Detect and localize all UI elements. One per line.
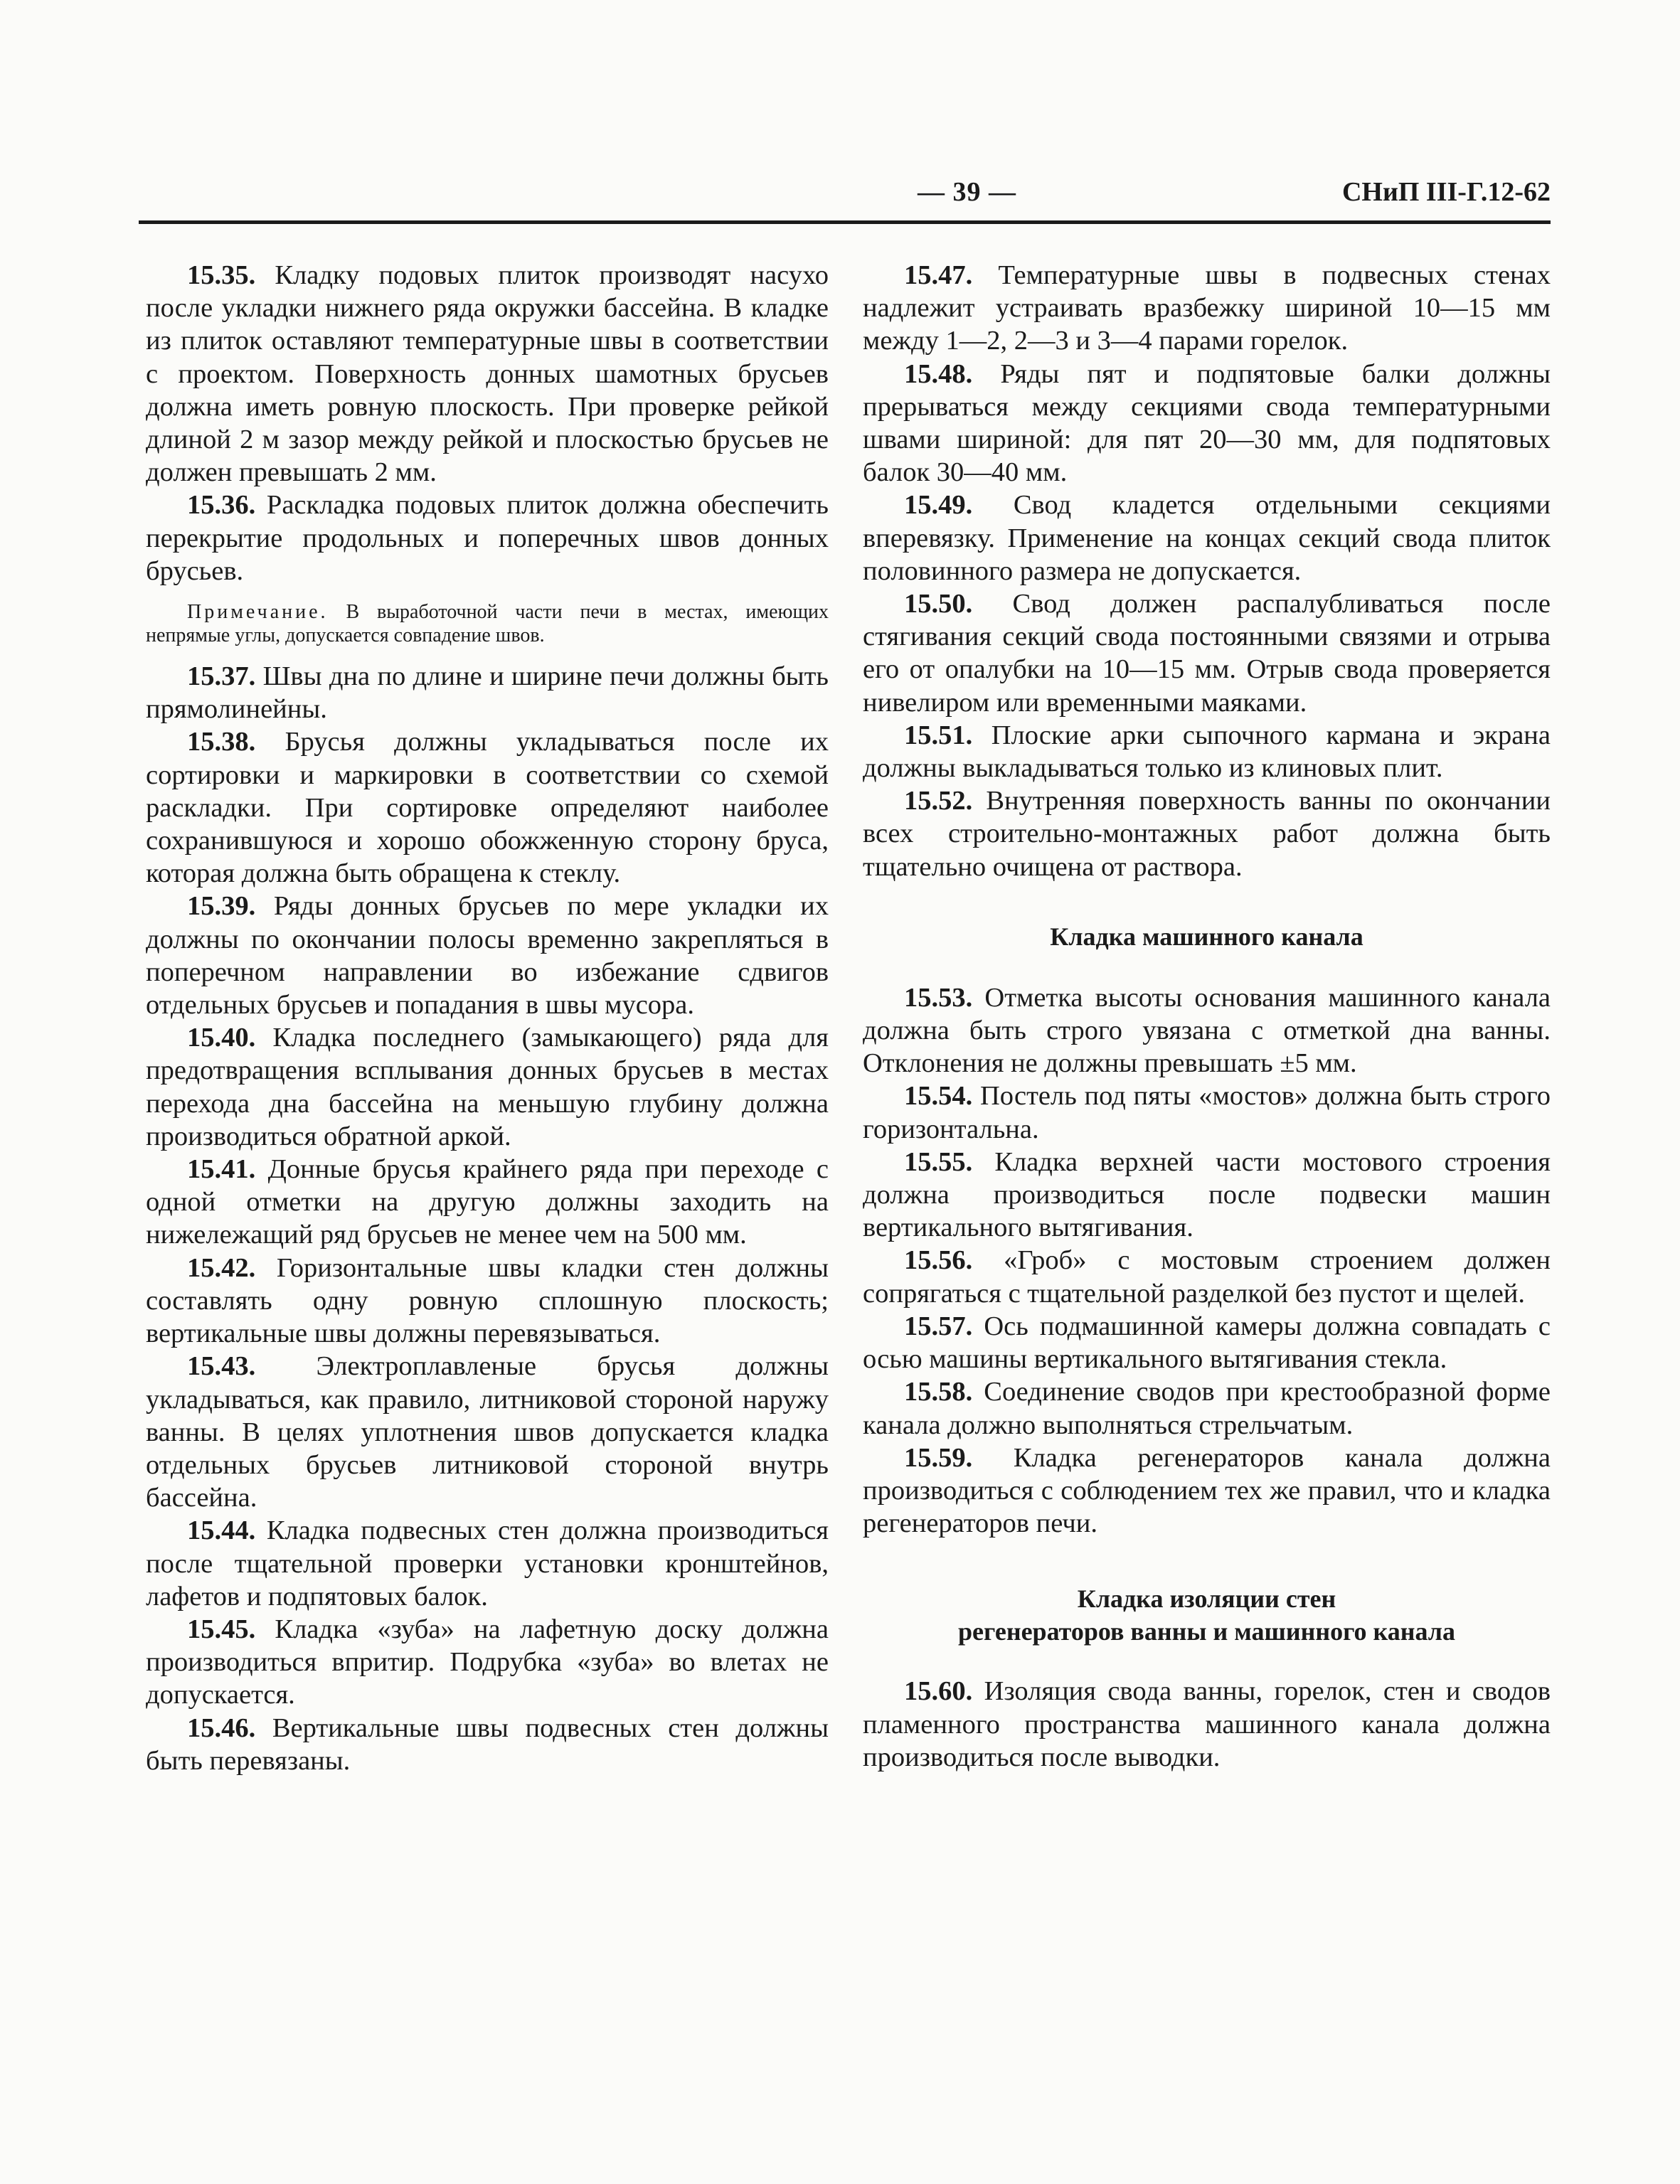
clause-text: Свод кладется отдельными секциями вперевязку. Применение на концах секций свода плиток половинного размера не допускается. (863, 490, 1551, 586)
clause-number: 15.56. (904, 1245, 973, 1276)
clause-number: 15.40. (187, 1023, 256, 1053)
clause-number: 15.44. (187, 1516, 256, 1546)
clause-15-55 (863, 1146, 1551, 1245)
header-rule (139, 220, 1551, 224)
clause-number: 15.54. (904, 1081, 973, 1112)
clause-15-51 (863, 719, 1551, 784)
clause-text: Соединение сводов при крестообразной форме канала должно выполняться стрельчатым. (863, 1377, 1551, 1440)
page-number: — 39 — (918, 177, 1016, 207)
right-column (863, 259, 1551, 1774)
clause-text: Кладка последнего (замыкающего) ряда для предотвращения всплывания донных брусьев в местах перехода дна бассейна на меньшую глубину должна производиться обратной аркой. (146, 1023, 829, 1151)
clause-text: Постель под пяты «мостов» должна быть строго горизонтальна. (863, 1081, 1551, 1144)
clause-text: Ряды донных брусьев по мере укладки их должны по окончании полосы временно закрепляться в поперечном направлении во избежание сдвигов отдельных брусьев и попадания в швы мусора. (146, 891, 829, 1021)
clause-text: Внутренняя поверхность ванны по окончании всех строительно-монтажных работ должна быть тщательно очищена от раствора. (863, 786, 1551, 882)
clause-text: Ось подмашинной камеры должна совпадать с осью машины вертикального вытягивания стекла. (863, 1311, 1551, 1375)
note (146, 600, 829, 647)
left-column (146, 259, 829, 1777)
clause-15-48 (863, 358, 1551, 489)
clause-text: Отметка высоты основания машинного канала должна быть строго увязана с отметкой дна ванны. Отклонения не должны превышать ±5 мм. (863, 982, 1551, 1079)
clause-15-42 (146, 1252, 829, 1351)
clause-number: 15.36. (187, 490, 256, 521)
clause-number: 15.48. (904, 358, 973, 389)
clause-15-35 (146, 259, 829, 489)
page-header (139, 176, 1551, 219)
clause-15-47 (863, 259, 1551, 358)
clause-number: 15.41. (187, 1154, 256, 1185)
section-title-line-1: Кладка изоляции стен (1077, 1584, 1336, 1614)
clause-number: 15.47. (904, 260, 973, 290)
clause-number: 15.51. (904, 720, 973, 750)
clause-15-53 (863, 981, 1551, 1080)
clause-number: 15.55. (904, 1146, 973, 1177)
clause-text: Кладка «зуба» на лафетную доску должна производиться впритир. Подрубка «зуба» во влетах не допускается. (146, 1614, 829, 1710)
clause-text: Брусья должны укладываться после их сортировки и маркировки в соответствии со схемой раскладки. При сортировке определяют наиболее сохранившуюся и хорошо обожженную сторону бруса, которая должна быть обращена к стеклу. (146, 727, 829, 889)
note-label: Примечание. (187, 601, 329, 624)
clause-15-50 (863, 587, 1551, 719)
clause-15-60 (863, 1675, 1551, 1774)
clause-text: «Гроб» с мостовым строением должен сопрягаться с тщательной разделкой без пустот и щелей. (863, 1245, 1551, 1309)
clause-15-46 (146, 1712, 829, 1777)
clause-15-54 (863, 1080, 1551, 1145)
section-title-line-2: регенераторов ванны и машинного канала (957, 1617, 1455, 1646)
clause-number: 15.38. (187, 727, 256, 757)
clause-text: Донные брусья крайнего ряда при переходе с одной отметки на другую должны заходить на нижележащий ряд брусьев не менее чем на 500 мм. (146, 1154, 829, 1250)
clause-number: 15.57. (904, 1311, 973, 1341)
clause-text: Ряды пят и подпятовые балки должны прерываться между секциями свода температурными швами шириной: для пят 20—30 мм, для подпятовых балок 30—40 мм. (863, 358, 1551, 488)
clause-number: 15.43. (187, 1351, 256, 1382)
section-title-insulation (863, 1582, 1551, 1648)
clause-text: Свод должен распалубливаться после стягивания секций свода постоянными связями и отрыва его от опалубки на 10—15 мм. Отрыв свода проверяется нивелиром или временными маяками. (863, 589, 1551, 718)
clause-15-57 (863, 1310, 1551, 1375)
clause-15-40 (146, 1021, 829, 1153)
clause-text: Раскладка подовых плиток должна обеспечить перекрытие продольных и поперечных швов донных брусьев. (146, 490, 829, 586)
clause-number: 15.59. (904, 1442, 973, 1473)
clause-15-52 (863, 784, 1551, 883)
clause-text: Температурные швы в подвесных стенах надлежит устраивать вразбежку шириной 10—15 мм между 1—2, 2—3 и 3—4 парами горелок. (863, 260, 1551, 356)
clause-15-59 (863, 1442, 1551, 1540)
clause-number: 15.39. (187, 891, 256, 922)
clause-text: Электроплавленые брусья должны укладываться, как правило, литниковой стороной наружу ванны. В целях уплотнения швов допускается кладка отдельных брусьев литниковой стороной внутрь бассейна. (146, 1351, 829, 1513)
clause-number: 15.53. (904, 982, 973, 1013)
clause-15-38 (146, 725, 829, 890)
clause-text: Вертикальные швы подвесных стен должны быть перевязаны. (146, 1712, 829, 1776)
clause-15-39 (146, 890, 829, 1021)
clause-text: Горизонтальные швы кладки стен должны составлять одну ровную сплошную плоскость; вертикальные швы должны перевязываться. (146, 1252, 829, 1349)
clause-number: 15.35. (187, 260, 256, 290)
clause-15-37 (146, 660, 829, 725)
clause-15-41 (146, 1153, 829, 1252)
clause-15-43 (146, 1350, 829, 1514)
section-title-machine-channel: Кладка машинного канала (1050, 922, 1363, 951)
clause-number: 15.37. (187, 661, 256, 692)
clause-text: Кладка верхней части мостового строения должна производиться после подвески машин вертикального вытягивания. (863, 1146, 1551, 1243)
clause-15-49 (863, 489, 1551, 587)
clause-number: 15.46. (187, 1712, 256, 1743)
clause-text: Швы дна по длине и ширине печи должны быть прямолинейны. (146, 661, 829, 725)
clause-text: Кладка регенераторов канала должна производиться с соблюдением тех же правил, что и кладка регенераторов печи. (863, 1442, 1551, 1539)
clause-number: 15.52. (904, 786, 973, 816)
clause-15-36 (146, 489, 829, 587)
clause-text: Изоляция свода ванны, горелок, стен и сводов пламенного пространства машинного канала должна производиться после выводки. (863, 1676, 1551, 1772)
document-code: СНиП III-Г.12-62 (1341, 177, 1551, 207)
clause-number: 15.42. (187, 1252, 256, 1283)
clause-text: Кладку подовых плиток производят насухо после укладки нижнего ряда окружки бассейна. В кладке из плиток оставляют температурные швы в соответствии с проектом. Поверхность донных шамотных брусьев должна иметь ровную плоскость. При проверке рейкой длиной 2 м зазор между рейкой и плоскостью брусьев не должен превышать 2 мм. (146, 260, 829, 488)
note-text: В выработочной части печи в местах, имеющих непрямые углы, допускается совпадение швов. (146, 601, 829, 647)
clause-number: 15.60. (904, 1676, 973, 1707)
clause-15-44 (146, 1514, 829, 1613)
clause-number: 15.58. (904, 1377, 973, 1407)
clause-number: 15.45. (187, 1614, 256, 1644)
clause-number: 15.49. (904, 490, 973, 521)
clause-15-58 (863, 1375, 1551, 1441)
clause-text: Кладка подвесных стен должна производиться после тщательной проверки установки кронштейнов, лафетов и подпятовых балок. (146, 1516, 829, 1612)
clause-text: Плоские арки сыпочного кармана и экрана должны выкладываться только из клиновых плит. (863, 720, 1551, 784)
clause-15-45 (146, 1613, 829, 1712)
clause-15-56 (863, 1244, 1551, 1309)
clause-number: 15.50. (904, 589, 973, 619)
